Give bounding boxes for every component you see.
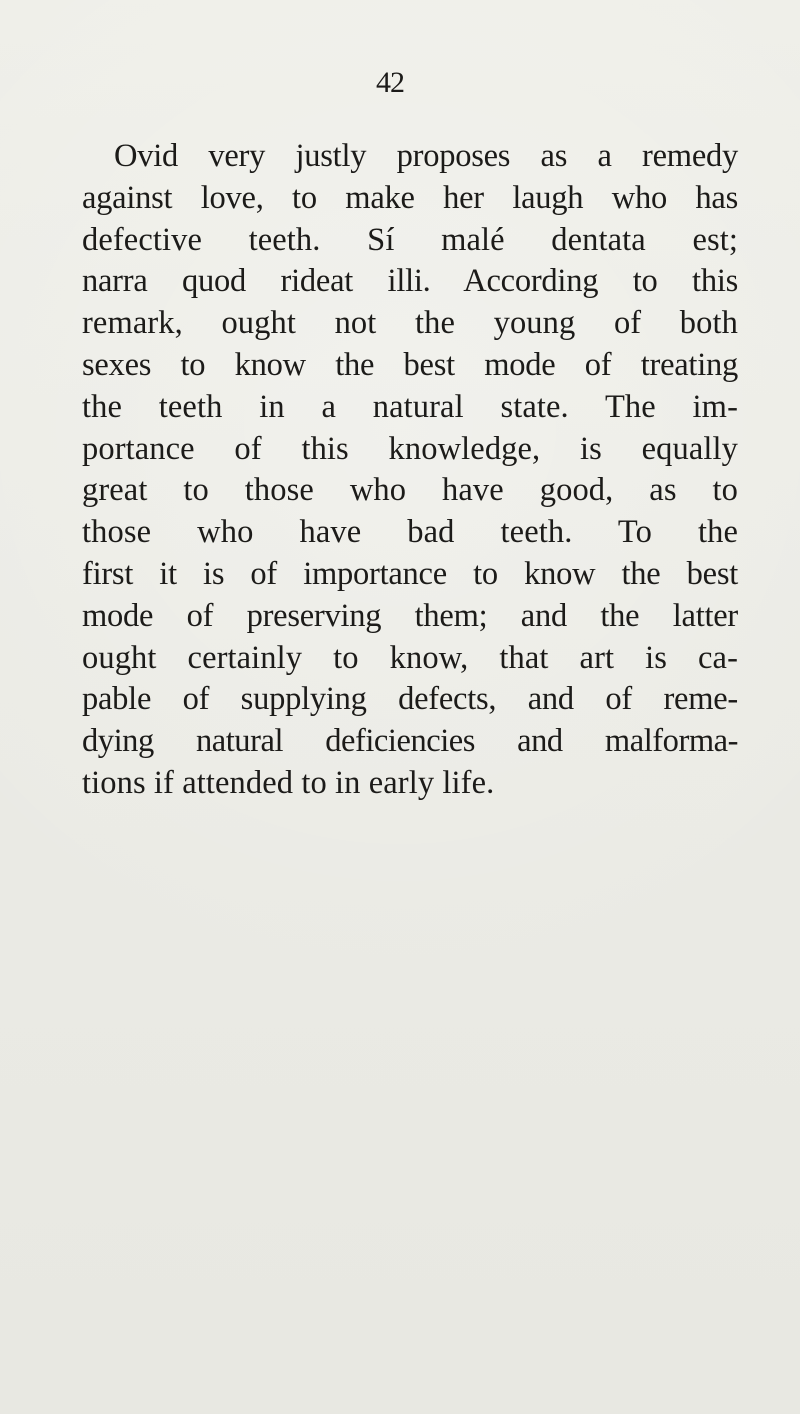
text-line: great to those who have good, as to — [82, 472, 738, 509]
text-line: narra quod rideat illi. According to this — [82, 263, 738, 300]
text-line: against love, to make her laugh who has — [82, 179, 738, 216]
text-line: first it is of importance to know the best — [82, 555, 738, 592]
text-line: those who have bad teeth. To the — [82, 514, 738, 551]
text-line: defective teeth. Sí malé dentata est; — [82, 221, 738, 258]
text-line: mode of preserving them; and the latter — [82, 597, 738, 634]
text-line: the teeth in a natural state. The im- — [82, 388, 738, 425]
text-line: portance of this knowledge, is equally — [82, 430, 738, 467]
text-line: sexes to know the best mode of treating — [82, 346, 738, 383]
text-line: remark, ought not the young of both — [82, 305, 738, 342]
page-number: 42 — [376, 66, 404, 99]
body-paragraph — [82, 136, 738, 805]
text-line: pable of supplying defects, and of reme- — [82, 681, 738, 718]
text-line: dying natural deficiencies and malforma- — [82, 723, 738, 760]
text-line: ought certainly to know, that art is ca- — [82, 639, 738, 676]
text-line: tions if attended to in early life. — [82, 764, 495, 801]
text-line: Ovid very justly proposes as a remedy — [114, 138, 738, 174]
